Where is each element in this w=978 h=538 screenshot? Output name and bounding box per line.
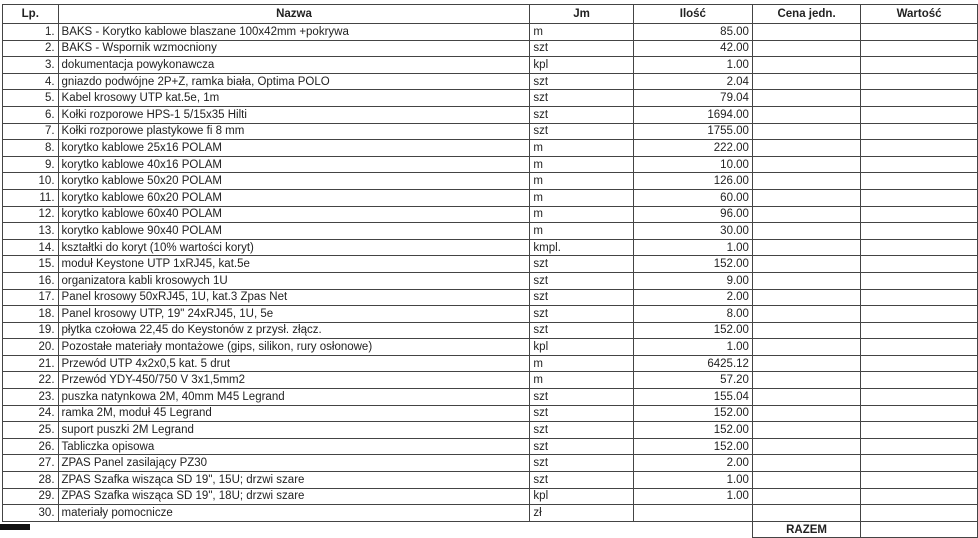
table-row xyxy=(3,389,978,406)
row-wartosc xyxy=(861,90,978,107)
table-row xyxy=(3,372,978,389)
row-lp: 10. xyxy=(3,173,59,190)
row-ilosc: 2.00 xyxy=(633,455,752,472)
row-ilosc: 1.00 xyxy=(633,57,752,74)
row-nazwa: korytko kablowe 25x16 POLAM xyxy=(58,140,530,157)
row-lp: 17. xyxy=(3,289,59,306)
row-nazwa: Przewód YDY-450/750 V 3x1,5mm2 xyxy=(58,372,530,389)
row-wartosc xyxy=(861,239,978,256)
row-ilosc: 152.00 xyxy=(633,256,752,273)
scan-edge-mark xyxy=(0,524,30,530)
table-row xyxy=(3,505,978,522)
row-cena xyxy=(752,405,860,422)
row-lp: 14. xyxy=(3,239,59,256)
row-cena xyxy=(752,488,860,505)
table-row xyxy=(3,106,978,123)
row-cena xyxy=(752,173,860,190)
row-nazwa: kształtki do koryt (10% wartości koryt) xyxy=(58,239,530,256)
row-wartosc xyxy=(861,472,978,489)
row-jm: m xyxy=(530,189,633,206)
row-ilosc: 57.20 xyxy=(633,372,752,389)
row-cena xyxy=(752,306,860,323)
row-nazwa: Pozostałe materiały montażowe (gips, silikon, rury osłonowe) xyxy=(58,339,530,356)
row-jm: szt xyxy=(530,322,633,339)
row-cena xyxy=(752,140,860,157)
row-wartosc xyxy=(861,73,978,90)
table-row xyxy=(3,123,978,140)
row-jm: szt xyxy=(530,438,633,455)
table-row xyxy=(3,156,978,173)
row-ilosc: 42.00 xyxy=(633,40,752,57)
row-lp: 1. xyxy=(3,24,59,41)
table-row xyxy=(3,40,978,57)
row-nazwa: ZPAS Szafka wisząca SD 19", 15U; drzwi szare xyxy=(58,472,530,489)
row-jm: m xyxy=(530,173,633,190)
table-row xyxy=(3,140,978,157)
row-lp: 18. xyxy=(3,306,59,323)
row-lp: 16. xyxy=(3,272,59,289)
row-nazwa: korytko kablowe 40x16 POLAM xyxy=(58,156,530,173)
row-wartosc xyxy=(861,256,978,273)
row-lp: 27. xyxy=(3,455,59,472)
row-wartosc xyxy=(861,372,978,389)
row-nazwa: ZPAS Szafka wisząca SD 19", 18U; drzwi szare xyxy=(58,488,530,505)
row-nazwa: ramka 2M, moduł 45 Legrand xyxy=(58,405,530,422)
row-wartosc xyxy=(861,405,978,422)
row-wartosc xyxy=(861,173,978,190)
row-cena xyxy=(752,123,860,140)
row-nazwa: gniazdo podwójne 2P+Z, ramka biała, Optima POLO xyxy=(58,73,530,90)
row-jm: szt xyxy=(530,472,633,489)
row-ilosc: 1.00 xyxy=(633,239,752,256)
row-jm: szt xyxy=(530,389,633,406)
row-wartosc xyxy=(861,505,978,522)
table-row xyxy=(3,223,978,240)
row-wartosc xyxy=(861,223,978,240)
row-jm: szt xyxy=(530,272,633,289)
row-cena xyxy=(752,505,860,522)
row-ilosc: 2.04 xyxy=(633,73,752,90)
header-ilosc: Ilość xyxy=(633,5,752,24)
row-jm: szt xyxy=(530,106,633,123)
table-row xyxy=(3,239,978,256)
row-cena xyxy=(752,272,860,289)
row-wartosc xyxy=(861,322,978,339)
row-ilosc xyxy=(633,505,752,522)
table-row xyxy=(3,355,978,372)
row-wartosc xyxy=(861,488,978,505)
header-row xyxy=(3,5,978,24)
row-wartosc xyxy=(861,422,978,439)
row-wartosc xyxy=(861,106,978,123)
table-row xyxy=(3,206,978,223)
row-lp: 25. xyxy=(3,422,59,439)
row-wartosc xyxy=(861,306,978,323)
row-wartosc xyxy=(861,289,978,306)
row-cena xyxy=(752,256,860,273)
row-ilosc: 60.00 xyxy=(633,189,752,206)
row-lp: 26. xyxy=(3,438,59,455)
table-row xyxy=(3,472,978,489)
table-body xyxy=(3,24,978,522)
row-ilosc: 30.00 xyxy=(633,223,752,240)
row-cena xyxy=(752,90,860,107)
total-spacer xyxy=(3,521,753,538)
row-wartosc xyxy=(861,389,978,406)
row-lp: 12. xyxy=(3,206,59,223)
row-wartosc xyxy=(861,123,978,140)
header-jm: Jm xyxy=(530,5,633,24)
row-cena xyxy=(752,438,860,455)
row-wartosc xyxy=(861,40,978,57)
row-nazwa: korytko kablowe 60x20 POLAM xyxy=(58,189,530,206)
row-ilosc: 96.00 xyxy=(633,206,752,223)
row-nazwa: korytko kablowe 50x20 POLAM xyxy=(58,173,530,190)
row-cena xyxy=(752,106,860,123)
row-jm: szt xyxy=(530,455,633,472)
table-row xyxy=(3,173,978,190)
row-wartosc xyxy=(861,24,978,41)
row-lp: 24. xyxy=(3,405,59,422)
row-jm: kpl xyxy=(530,57,633,74)
row-nazwa: materiały pomocnicze xyxy=(58,505,530,522)
row-nazwa: BAKS - Wspornik wzmocniony xyxy=(58,40,530,57)
header-nazwa: Nazwa xyxy=(58,5,530,24)
row-ilosc: 1.00 xyxy=(633,339,752,356)
row-cena xyxy=(752,355,860,372)
row-jm: szt xyxy=(530,73,633,90)
row-lp: 13. xyxy=(3,223,59,240)
row-lp: 7. xyxy=(3,123,59,140)
row-wartosc xyxy=(861,455,978,472)
row-jm: m xyxy=(530,372,633,389)
header-wartosc: Wartość xyxy=(861,5,978,24)
row-cena xyxy=(752,206,860,223)
row-lp: 21. xyxy=(3,355,59,372)
row-wartosc xyxy=(861,140,978,157)
row-nazwa: Tabliczka opisowa xyxy=(58,438,530,455)
total-value xyxy=(861,521,978,538)
table-row xyxy=(3,256,978,273)
row-nazwa: puszka natynkowa 2M, 40mm M45 Legrand xyxy=(58,389,530,406)
row-lp: 20. xyxy=(3,339,59,356)
row-jm: szt xyxy=(530,256,633,273)
table-row xyxy=(3,73,978,90)
row-wartosc xyxy=(861,438,978,455)
row-lp: 9. xyxy=(3,156,59,173)
row-cena xyxy=(752,372,860,389)
row-lp: 8. xyxy=(3,140,59,157)
row-ilosc: 152.00 xyxy=(633,322,752,339)
row-jm: szt xyxy=(530,40,633,57)
row-nazwa: Kabel krosowy UTP kat.5e, 1m xyxy=(58,90,530,107)
row-wartosc xyxy=(861,339,978,356)
table-row xyxy=(3,438,978,455)
row-nazwa: ZPAS Panel zasilający PZ30 xyxy=(58,455,530,472)
row-jm: szt xyxy=(530,289,633,306)
row-wartosc xyxy=(861,156,978,173)
table-row xyxy=(3,272,978,289)
row-jm: m xyxy=(530,140,633,157)
row-nazwa: Przewód UTP 4x2x0,5 kat. 5 drut xyxy=(58,355,530,372)
row-nazwa: moduł Keystone UTP 1xRJ45, kat.5e xyxy=(58,256,530,273)
row-lp: 22. xyxy=(3,372,59,389)
table-row xyxy=(3,488,978,505)
row-wartosc xyxy=(861,206,978,223)
table-row xyxy=(3,24,978,41)
row-jm: zł xyxy=(530,505,633,522)
row-cena xyxy=(752,57,860,74)
row-ilosc: 9.00 xyxy=(633,272,752,289)
table-row xyxy=(3,422,978,439)
table-row xyxy=(3,455,978,472)
row-ilosc: 2.00 xyxy=(633,289,752,306)
table-row xyxy=(3,289,978,306)
row-lp: 29. xyxy=(3,488,59,505)
row-cena xyxy=(752,322,860,339)
row-jm: szt xyxy=(530,90,633,107)
row-cena xyxy=(752,40,860,57)
header-cena: Cena jedn. xyxy=(752,5,860,24)
table-row xyxy=(3,322,978,339)
row-nazwa: korytko kablowe 90x40 POLAM xyxy=(58,223,530,240)
row-lp: 23. xyxy=(3,389,59,406)
row-ilosc: 152.00 xyxy=(633,438,752,455)
row-cena xyxy=(752,189,860,206)
row-wartosc xyxy=(861,272,978,289)
row-cena xyxy=(752,472,860,489)
row-cena xyxy=(752,289,860,306)
cost-estimate-table xyxy=(2,4,978,538)
row-ilosc: 10.00 xyxy=(633,156,752,173)
row-nazwa: Kołki rozporowe plastykowe fi 8 mm xyxy=(58,123,530,140)
row-ilosc: 1.00 xyxy=(633,472,752,489)
row-ilosc: 1694.00 xyxy=(633,106,752,123)
row-ilosc: 6425.12 xyxy=(633,355,752,372)
row-wartosc xyxy=(861,355,978,372)
row-ilosc: 1755.00 xyxy=(633,123,752,140)
row-cena xyxy=(752,339,860,356)
row-nazwa: korytko kablowe 60x40 POLAM xyxy=(58,206,530,223)
table-row xyxy=(3,189,978,206)
row-lp: 5. xyxy=(3,90,59,107)
row-cena xyxy=(752,422,860,439)
row-lp: 2. xyxy=(3,40,59,57)
total-row xyxy=(3,521,978,538)
row-cena xyxy=(752,455,860,472)
row-wartosc xyxy=(861,189,978,206)
row-ilosc: 152.00 xyxy=(633,405,752,422)
row-jm: m xyxy=(530,206,633,223)
row-nazwa: płytka czołowa 22,45 do Keystonów z przysł. złącz. xyxy=(58,322,530,339)
row-ilosc: 85.00 xyxy=(633,24,752,41)
row-cena xyxy=(752,156,860,173)
row-lp: 30. xyxy=(3,505,59,522)
row-nazwa: suport puszki 2M Legrand xyxy=(58,422,530,439)
row-jm: m xyxy=(530,24,633,41)
row-cena xyxy=(752,223,860,240)
row-lp: 3. xyxy=(3,57,59,74)
row-jm: kmpl. xyxy=(530,239,633,256)
table-row xyxy=(3,405,978,422)
row-jm: szt xyxy=(530,123,633,140)
table-row xyxy=(3,90,978,107)
row-nazwa: Panel krosowy 50xRJ45, 1U, kat.3 Zpas Net xyxy=(58,289,530,306)
row-lp: 28. xyxy=(3,472,59,489)
row-jm: szt xyxy=(530,405,633,422)
row-jm: m xyxy=(530,355,633,372)
row-jm: szt xyxy=(530,306,633,323)
table-row xyxy=(3,339,978,356)
row-ilosc: 1.00 xyxy=(633,488,752,505)
row-lp: 19. xyxy=(3,322,59,339)
table-row xyxy=(3,306,978,323)
row-lp: 11. xyxy=(3,189,59,206)
row-cena xyxy=(752,239,860,256)
row-cena xyxy=(752,24,860,41)
row-jm: szt xyxy=(530,422,633,439)
row-ilosc: 222.00 xyxy=(633,140,752,157)
row-lp: 15. xyxy=(3,256,59,273)
row-lp: 4. xyxy=(3,73,59,90)
row-nazwa: dokumentacja powykonawcza xyxy=(58,57,530,74)
row-nazwa: organizatora kabli krosowych 1U xyxy=(58,272,530,289)
row-ilosc: 152.00 xyxy=(633,422,752,439)
row-jm: m xyxy=(530,223,633,240)
row-cena xyxy=(752,389,860,406)
row-jm: kpl xyxy=(530,488,633,505)
row-cena xyxy=(752,73,860,90)
row-ilosc: 79.04 xyxy=(633,90,752,107)
total-label: RAZEM xyxy=(752,521,860,538)
row-jm: kpl xyxy=(530,339,633,356)
row-nazwa: Kołki rozporowe HPS-1 5/15x35 Hilti xyxy=(58,106,530,123)
row-jm: m xyxy=(530,156,633,173)
row-ilosc: 8.00 xyxy=(633,306,752,323)
row-nazwa: Panel krosowy UTP, 19" 24xRJ45, 1U, 5e xyxy=(58,306,530,323)
row-ilosc: 126.00 xyxy=(633,173,752,190)
table-row xyxy=(3,57,978,74)
row-nazwa: BAKS - Korytko kablowe blaszane 100x42mm +pokrywa xyxy=(58,24,530,41)
row-lp: 6. xyxy=(3,106,59,123)
row-wartosc xyxy=(861,57,978,74)
header-lp: Lp. xyxy=(3,5,59,24)
row-ilosc: 155.04 xyxy=(633,389,752,406)
